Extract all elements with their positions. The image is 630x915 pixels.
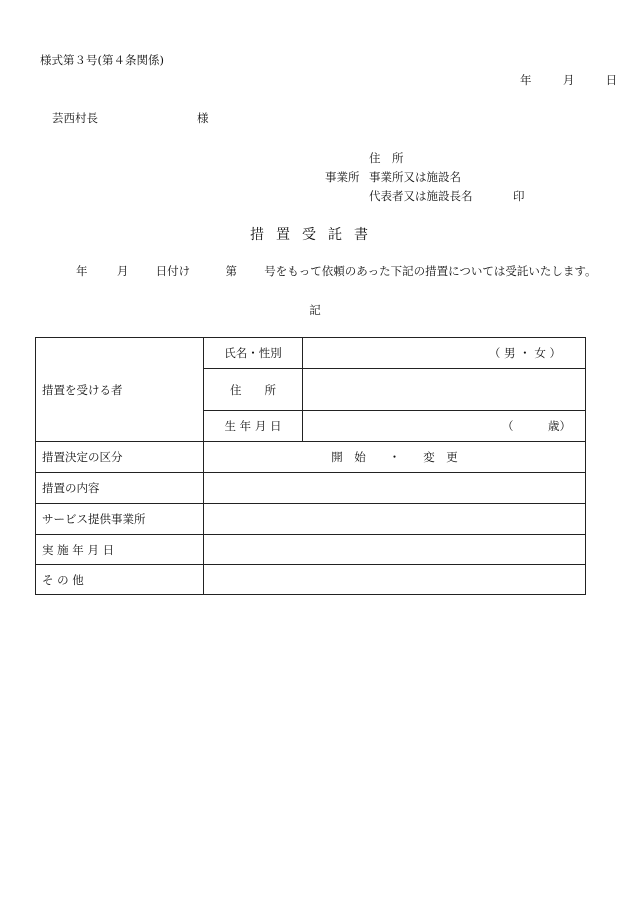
birthdate-field[interactable] — [303, 411, 586, 442]
body-text — [76, 263, 596, 279]
table-row — [36, 338, 586, 369]
addressee-name: 芸西村長 — [52, 111, 98, 125]
decision-category-label: 措置決定の区分 — [36, 442, 204, 473]
form-number: 様式第３号(第４条関係) — [40, 53, 164, 67]
body-month: 月 — [116, 264, 129, 278]
other-label: そ の 他 — [36, 565, 204, 595]
table-row — [36, 504, 586, 535]
age-paren: （ 歳） — [502, 419, 571, 433]
table-row — [36, 442, 586, 473]
applicant-representative: 代表者又は施設長名 — [369, 189, 473, 203]
seal-mark: 印 — [513, 189, 525, 203]
applicant-address-label: 住 所 — [369, 151, 404, 165]
decision-category-value[interactable]: 開 始 ・ 変 更 — [204, 442, 586, 473]
address-field[interactable] — [303, 369, 586, 411]
document-title: 措置受託書 — [250, 227, 380, 243]
table-row — [36, 473, 586, 504]
other-field[interactable] — [204, 565, 586, 595]
address-label: 住 所 — [204, 369, 303, 411]
content-field[interactable] — [204, 473, 586, 504]
measure-table — [35, 337, 586, 595]
body-day-dated: 日付け — [155, 264, 191, 278]
date-line — [520, 72, 617, 88]
addressee-honorific: 様 — [197, 111, 209, 125]
applicant-office-value: 事業所又は施設名 — [369, 170, 461, 184]
implementation-date-label: 実 施 年 月 日 — [36, 535, 204, 565]
table-row — [36, 535, 586, 565]
date-year: 年 — [520, 73, 532, 87]
body-sentence: 号をもって依頼のあった下記の措置については受託いたします。 — [264, 264, 597, 278]
table-row — [36, 565, 586, 595]
recipient-label: 措置を受ける者 — [36, 338, 204, 442]
applicant-office-label: 事業所 — [325, 170, 360, 184]
name-gender-label: 氏名・性別 — [204, 338, 303, 369]
date-day: 日 — [605, 73, 618, 87]
name-gender-field[interactable] — [303, 338, 586, 369]
date-month: 月 — [562, 73, 575, 87]
body-year: 年 — [76, 264, 88, 278]
addressee — [52, 110, 209, 126]
provider-field[interactable] — [204, 504, 586, 535]
ki-heading: 記 — [309, 303, 321, 317]
content-label: 措置の内容 — [36, 473, 204, 504]
birthdate-label: 生 年 月 日 — [204, 411, 303, 442]
gender-choice: （ 男 ・ 女 ） — [488, 346, 561, 360]
implementation-date-field[interactable] — [204, 535, 586, 565]
provider-label: サービス提供事業所 — [36, 504, 204, 535]
body-number-prefix: 第 — [225, 264, 237, 278]
